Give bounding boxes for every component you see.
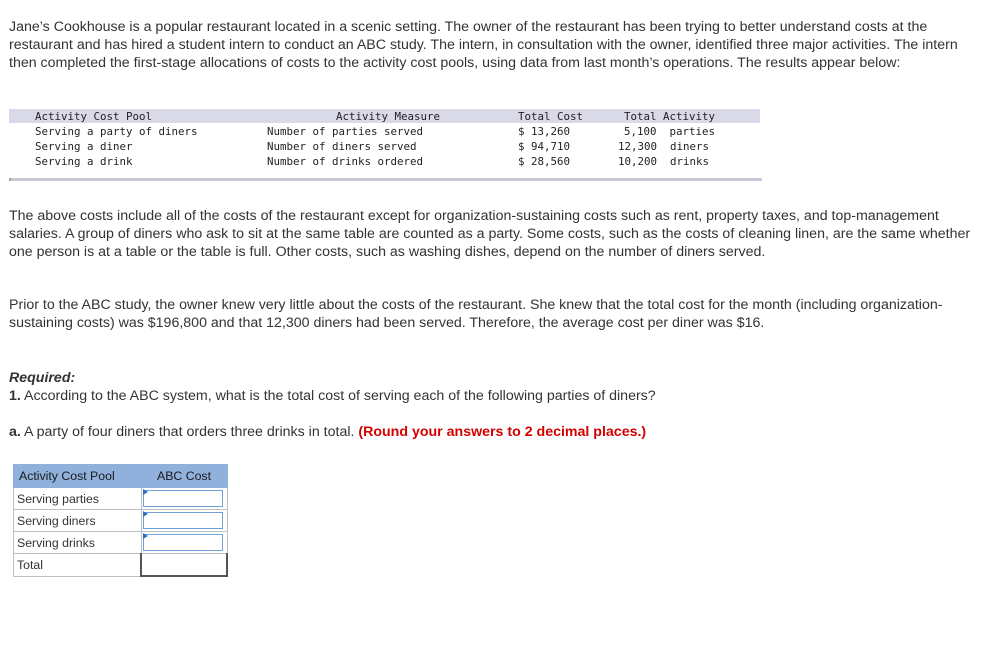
serving-parties-cell (141, 488, 227, 510)
row-activity: 12,300 diners (618, 140, 710, 153)
prior-paragraph: Prior to the ABC study, the owner knew very little about the costs of the restaurant. She knew that the total cost for the month (including organization-sustaining costs) was $196,800 and that 12,300 diners had been served. Therefore, the average cost per diner was $16. (9, 297, 943, 331)
row-cost: $ 13,260 (518, 125, 571, 138)
row-activity: 5,100 parties (624, 125, 716, 138)
row-label-serving-drinks: Serving drinks (14, 532, 142, 554)
header-activity: Total Activity (624, 110, 716, 123)
input-marker-icon (143, 511, 148, 517)
serving-drinks-cell (141, 532, 227, 554)
required-section (9, 369, 974, 441)
activity-table (9, 109, 760, 168)
table-row-total (14, 554, 228, 577)
serving-parties-input[interactable] (143, 490, 223, 507)
row-pool: Serving a party of diners (35, 125, 198, 138)
question-1-text: According to the ABC system, what is the total cost of serving each of the following parties of diners? (20, 388, 656, 404)
row-measure: Number of parties served (267, 125, 424, 138)
row-cost: $ 94,710 (518, 140, 571, 153)
question-1-number: 1. (9, 388, 21, 404)
costs-paragraph: The above costs include all of the costs of the restaurant except for organization-sustaining costs such as rent, property taxes, and top-management salaries. A group of diners who ask to sit at the same table are counted as a party. Some costs, such as the costs of cleaning linen, are the same whether one person is at a table or the table is full. Other costs, such as washing dishes, depend on the number of diners served. (9, 208, 971, 260)
required-label: Required: (9, 370, 76, 386)
row-measure: Number of diners served (267, 140, 417, 153)
header-cost: Total Cost (518, 110, 584, 123)
table-bottom-rule (9, 178, 762, 181)
row-label-total: Total (14, 554, 142, 577)
table-row (14, 532, 228, 554)
question-a (9, 423, 974, 441)
rounding-hint: (Round your answers to 2 decimal places.) (358, 424, 647, 440)
intro-paragraph: Jane’s Cookhouse is a popular restaurant located in a scenic setting. The owner of the restaurant has been trying to better understand costs at the restaurant and has hired a student intern to conduct an ABC study. The intern, in consultation with the owner, identified three major activities. The intern then completed the first-stage allocations of costs to the activity cost pools, using data from last month’s operations. The results appear below: (9, 19, 958, 71)
table-row (14, 488, 228, 510)
serving-drinks-input[interactable] (143, 534, 223, 551)
input-marker-icon (143, 533, 148, 539)
input-marker-icon (143, 489, 148, 495)
row-cost: $ 28,560 (518, 155, 571, 168)
row-label-serving-parties: Serving parties (14, 488, 142, 510)
row-label-serving-diners: Serving diners (14, 510, 142, 532)
answer-table (13, 464, 228, 577)
row-pool: Serving a diner (35, 140, 133, 153)
row-pool: Serving a drink (35, 155, 133, 168)
row-measure: Number of drinks ordered (267, 155, 424, 168)
answer-header-cost: ABC Cost (141, 465, 227, 488)
header-measure: Activity Measure (336, 110, 441, 123)
serving-diners-input[interactable] (143, 512, 223, 529)
total-cell[interactable] (141, 554, 227, 577)
row-activity: 10,200 drinks (618, 155, 710, 168)
answer-header-pool: Activity Cost Pool (14, 465, 142, 488)
question-a-text: A party of four diners that orders three drinks in total. (20, 424, 359, 440)
serving-diners-cell (141, 510, 227, 532)
question-a-letter: a. (9, 424, 21, 440)
table-row (14, 510, 228, 532)
header-pool: Activity Cost Pool (35, 110, 153, 123)
question-1 (9, 387, 974, 405)
